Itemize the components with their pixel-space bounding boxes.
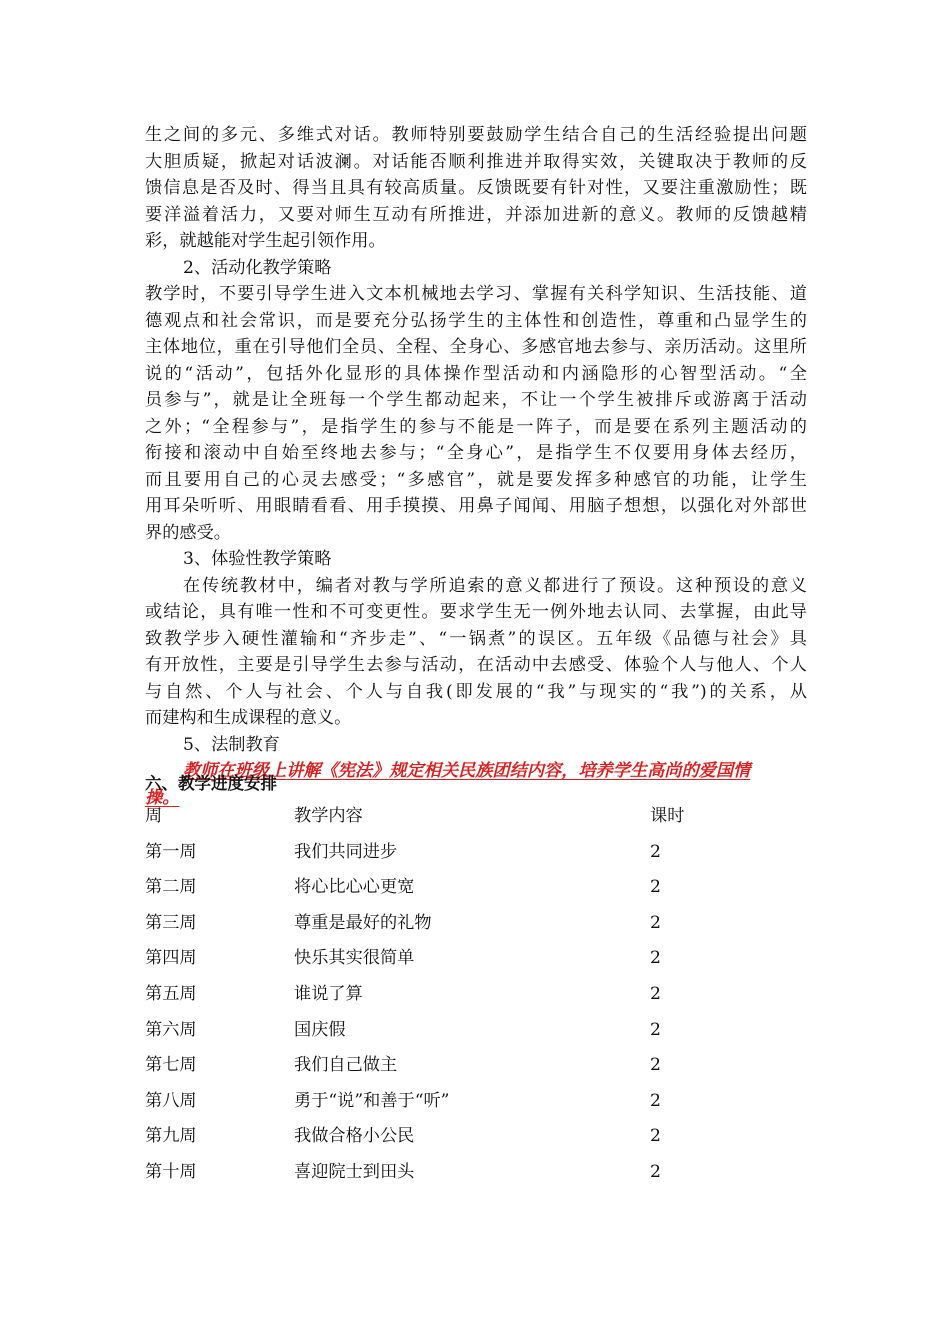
hours-cell: 2 (650, 841, 661, 862)
hours-cell: 2 (650, 1126, 661, 1147)
text-line: 在传统教材中，编者对教与学所追索的意义都进行了预设。这种预设的意义 (183, 575, 807, 596)
table-row (145, 1155, 745, 1191)
text-line: 用耳朵听听、用眼睛看看、用手摸摸、用鼻子闻闻、用脑子想想，以强化对外部世 (145, 496, 807, 516)
content-cell: 快乐其实很简单 (294, 948, 415, 969)
highlight-line: 教师在班级上讲解《宪法》规定相关民族团结内容，培养学生高尚的爱国情 (183, 761, 751, 781)
content-cell: 国庆假 (294, 1019, 346, 1040)
week-cell: 第十周 (145, 1161, 197, 1182)
table-row (145, 1119, 745, 1155)
table-row (145, 977, 745, 1013)
text-line: 说的“活动”，包括外化显形的具体操作型活动和内涵隐形的心智型活动。“全 (145, 363, 807, 384)
text-line: 而且要用自己的心灵去感受；“多感官”，就是要发挥多种感官的功能，让学生 (145, 469, 807, 490)
paragraph-experience-strategy (145, 573, 807, 732)
text-line: 衔接和滚动中自始至终地去参与；“全身心”，是指学生不仅要用身体去经历， (145, 443, 807, 463)
content-cell: 勇于“说”和善于“听” (294, 1090, 450, 1111)
week-cell: 第七周 (145, 1055, 197, 1076)
week-cell: 第四周 (145, 948, 197, 969)
text-line: 主体地位，重在引导他们全员、全程、全身心、多感官地去参与、亲历活动。这里所 (145, 337, 807, 357)
table-row (145, 1048, 745, 1084)
text-line: 之外；“全程参与”，是指学生的参与不能是一阵子，而是要在系列主题活动的 (145, 416, 807, 437)
highlight-line: 操。 (145, 788, 180, 808)
text-line: 要洋溢着活力，又要对师生互动有所推进，并添加进新的意义。教师的反馈越精 (145, 204, 807, 225)
hours-cell: 2 (650, 877, 661, 898)
header-content: 教学内容 (294, 806, 363, 826)
hours-cell: 2 (650, 1055, 661, 1076)
text-line: 与自然、个人与社会、个人与自我(即发展的“我”与现实的“我”)的关系，从 (145, 681, 807, 702)
table-row (145, 1013, 745, 1049)
table-row (145, 1084, 745, 1120)
schedule-header-row (145, 799, 745, 835)
content-cell: 喜迎院士到田头 (294, 1161, 415, 1182)
text-line: 界的感受。 (145, 522, 231, 543)
header-hours: 课时 (650, 806, 685, 826)
content-cell: 我们自己做主 (294, 1055, 398, 1076)
text-line: 或结论，具有唯一性和不可变更性。要求学生无一例外地去认同、去掌握，由此导 (145, 602, 807, 622)
text-line: 德观点和社会常识，而是要充分弘扬学生的主体性和创造性，尊重和凸显学生的 (145, 310, 807, 331)
heading-experience-strategy: 3、体验性教学策略 (183, 549, 332, 569)
hours-cell: 2 (650, 1161, 661, 1182)
week-cell: 第五周 (145, 983, 197, 1004)
text-line: 致教学步入硬性灌输和“齐步走”、“一锅煮”的误区。五年级《品德与社会》具 (145, 628, 807, 649)
paragraph-activity-strategy (145, 281, 807, 546)
text-line: 大胆质疑，掀起对话波澜。对话能否顺利推进并取得实效，关键取决于教师的反 (145, 151, 807, 172)
paragraph-dialogue-feedback (145, 122, 807, 255)
week-cell: 第二周 (145, 877, 197, 898)
table-row (145, 906, 745, 942)
table-row (145, 941, 745, 977)
week-cell: 第三周 (145, 912, 197, 933)
heading-activity-strategy: 2、活动化教学策略 (183, 257, 332, 278)
week-cell: 第八周 (145, 1090, 197, 1111)
text-line: 生之间的多元、多维式对话。教师特别要鼓励学生结合自己的生活经验提出问题 (145, 125, 807, 145)
schedule-title: 六、教学进度安排 (145, 774, 277, 793)
week-cell: 第一周 (145, 841, 197, 862)
content-cell: 我做合格小公民 (294, 1126, 415, 1147)
body-text (145, 122, 807, 812)
text-line: 馈信息是否及时、得当且具有较高质量。反馈既要有针对性，又要注重激励性；既 (145, 178, 807, 198)
hours-cell: 2 (650, 912, 661, 933)
text-line: 而建构和生成课程的意义。 (145, 708, 352, 728)
text-line: 有开放性，主要是引导学生去参与活动，在活动中去感受、体验个人与他人、个人 (145, 655, 807, 675)
content-cell: 谁说了算 (294, 983, 363, 1004)
heading-legal-education: 5、法制教育 (183, 734, 280, 755)
content-cell: 将心比心心更宽 (294, 877, 415, 898)
text-line: 教学时，不要引导学生进入文本机械地去学习、掌握有关科学知识、生活技能、道 (145, 284, 807, 304)
table-row (145, 835, 745, 871)
week-cell: 第九周 (145, 1126, 197, 1147)
table-row (145, 870, 745, 906)
schedule-table (145, 799, 745, 1191)
week-cell: 第六周 (145, 1019, 197, 1040)
text-line: 彩，就越能对学生起引领作用。 (145, 231, 386, 251)
hours-cell: 2 (650, 948, 661, 969)
content-cell: 尊重是最好的礼物 (294, 912, 432, 933)
hours-cell: 2 (650, 983, 661, 1004)
header-week: 周 (145, 806, 163, 826)
hours-cell: 2 (650, 1019, 661, 1040)
content-cell: 我们共同进步 (294, 841, 398, 862)
hours-cell: 2 (650, 1090, 661, 1111)
text-line: 员参与”，就是让全班每一个学生都动起来，不让一个学生被排斥或游离于活动 (145, 390, 807, 410)
